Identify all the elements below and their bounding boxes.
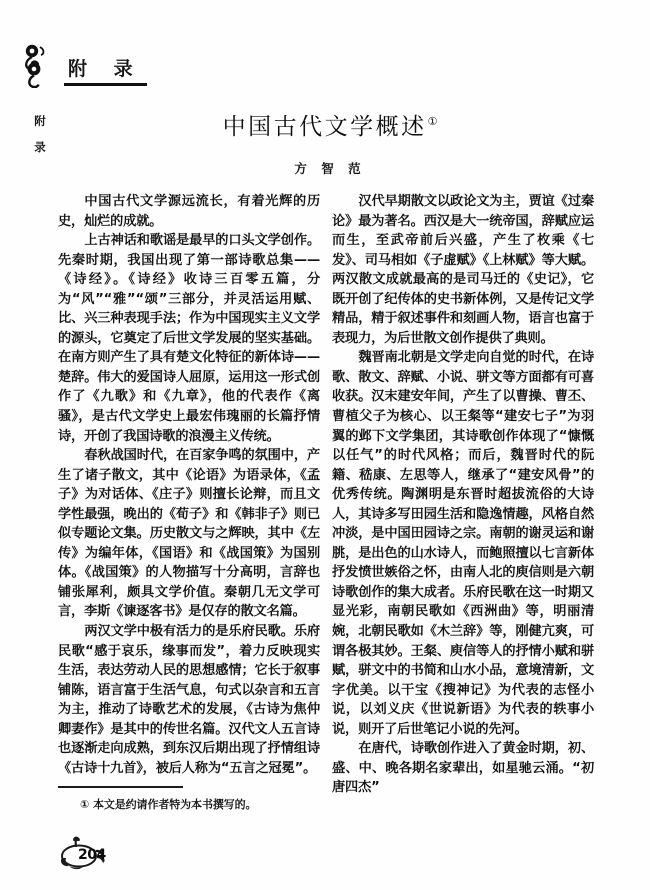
article-title — [60, 108, 600, 141]
paragraph: 春秋战国时代，在百家争鸣的氛围中，产生了诸子散文，其中《论语》为语录体，《孟子》为对话体、《庄子》则擅长论辩，而且文学性最强，晚出的《荀子》和《韩非子》则已似专题论文集。历史散文与之辉映，其中《左传》为编年体，《国语》和《战国策》为国别体。《战国策》的人物描写十分高明，言辞也铺张犀利，颇具文学价值。秦朝几无文学可言，李斯《谏逐客书》是仅存的散文名篇。 — [58, 448, 320, 620]
scroll-swirl-ornament — [20, 44, 54, 88]
running-head-underline — [64, 60, 147, 86]
author-name: 方 智 范 — [294, 161, 366, 176]
paragraph: 汉代早期散文以政论文为主，贾谊《过秦论》最为著名。西汉是大一统帝国，辞赋应运而生，至武帝前后兴盛，产生了枚乘《七发》、司马相如《子虚赋》《上林赋》等大赋。两汉散文成就最高的是司马迁的《史记》，它既开创了纪传体的史书新体例，又是传记文学精品，精于叙述事件和刻画人物，语言也富于表现力，为后世散文创作提供了典则。 — [332, 194, 594, 346]
side-tab-char-1: 附 — [34, 114, 46, 128]
paragraph: 上古神话和歌谣是最早的口头文学创作。先秦时期，我国出现了第一部诗歌总集——《诗经》。《诗经》收诗三百零五篇，分为“风”“雅”“颂”三部分，并灵活运用赋、比、兴三种表现手法；作为中国现实主义文学的源头，它奠定了后世文学发展的坚实基础。在南方则产生了具有楚文化特征的新体诗——楚辞。伟大的爱国诗人屈原，运用这一形式创作了《九歌》和《九章》，他的代表作《离骚》，是古代文学史上最宏伟瑰丽的长篇抒情诗，开创了我国诗歌的浪漫主义传统。 — [58, 233, 320, 444]
text-column-right — [332, 192, 594, 798]
byline — [60, 158, 600, 177]
paragraph: 两汉文学中极有活力的是乐府民歌。乐府民歌“感于哀乐，缘事而发”，着力反映现实生活，表达劳动人民的思想感情；它长于叙事铺陈，语言富于生活气息，句式以杂言和五言为主，推动了诗歌艺术的发展，《古诗为焦仲卿妻作》是其中的传世名篇。汉代文人五言诗也逐渐走向成熟，到东汉后期出现了抒情组诗《古诗十九首》，被后人称为“五言之冠冕”。 — [58, 624, 320, 776]
text-column-left — [58, 192, 320, 778]
side-tab-char-2: 录 — [34, 140, 46, 154]
article-title-main: 中国古代文学概述 — [222, 114, 427, 140]
footnote-rule — [58, 786, 183, 788]
paragraph: 中国古代文学源远流长，有着光辉的历史，灿烂的成就。 — [58, 194, 320, 229]
running-head — [20, 44, 147, 88]
folio — [57, 836, 143, 878]
page-number: 204 — [78, 847, 106, 863]
article-title-text — [223, 108, 438, 141]
paragraph: 魏晋南北朝是文学走向自觉的时代，在诗歌、散文、辞赋、小说、骈文等方面都有可喜收获。汉末建安年间，产生了以曹操、曹丕、曹植父子为核心、以王粲等“建安七子”为羽翼的邺下文学集团，其诗歌创作体现了“慷慨以任气”的时代风格；而后，魏晋时代的阮籍、嵇康、左思等人，继承了“建安风骨”的优秀传统。陶渊明是东晋时超拔流俗的大诗人，其诗多写田园生活和隐逸情趣，风格自然冲淡，是中国田园诗之宗。南朝的谢灵运和谢朓，是出色的山水诗人，而鲍照擅以七言新体抒发愤世嫉俗之怀，由南人北的庾信则是六朝诗歌创作的集大成者。乐府民歌在这一时期又显光彩，南朝民歌如《西洲曲》等，明丽清婉，北朝民歌如《木兰辞》等，刚健亢爽，可谓各极其妙。王粲、庾信等人的抒情小赋和骈赋，骈文中的书简和山水小品，意境清新，文字优美。以干宝《搜神记》为代表的志怪小说，以刘义庆《世说新语》为代表的轶事小说，则开了后世笔记小说的先河。 — [332, 350, 594, 737]
footnote-block — [58, 786, 320, 812]
footnote-text: ① 本文是约请作者特为本书撰写的。 — [80, 798, 257, 811]
title-footnote-marker: ① — [427, 115, 438, 129]
running-head-label: 附 录 — [68, 58, 143, 81]
paragraph: 在唐代，诗歌创作进入了黄金时期，初、盛、中、晚各期名家辈出，如星驰云涌。“初唐四杰” — [332, 741, 594, 796]
side-tab — [29, 108, 51, 160]
